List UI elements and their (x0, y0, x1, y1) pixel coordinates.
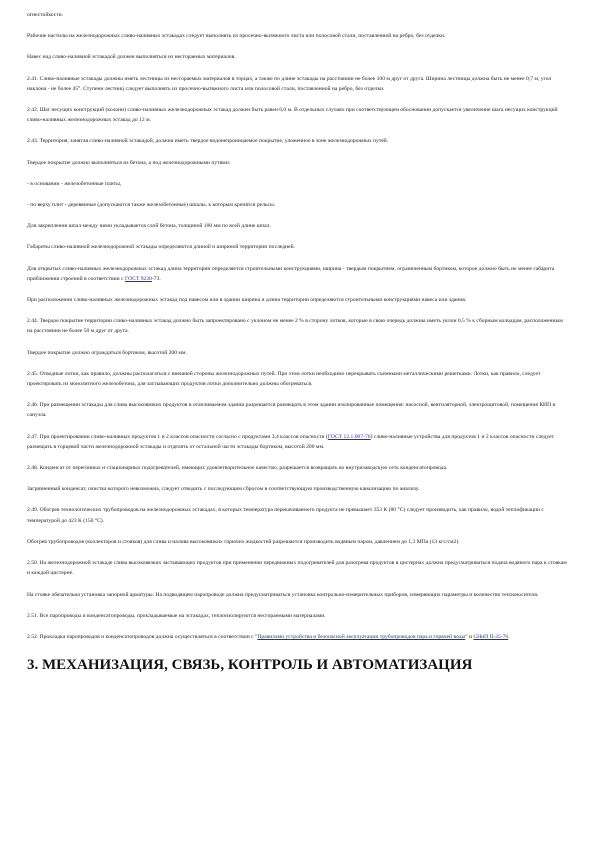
paragraph: 2.49. Обогрев технологических трубопроводов на железнодорожных эстакадах, в которых температура перекачиваемого продукта не превышает 353 К (80 °С) следует производить, как правило, водой теплофикации с температурой до 423 К (150 °С). (27, 507, 544, 524)
paragraph-text: 2.52. Прокладка паропроводов и конденсатопроводов должна осуществляться в соответствии с " (27, 633, 258, 640)
paragraph: 2.42. Шаг несущих конструкций (колонн) сливо-наливных железнодорожных эстакад должен быть равен 6,0 м. В отдельных случаях при соответствующем обосновании допускается увеличение шага несущих конструкций сливо-наливных железнодорожных эстакад до 12 м. (27, 107, 558, 124)
paragraph: 2.44. Твердое покрытие территории сливо-наливных эстакад должно быть запроектировано с уклоном не менее 2 % в сторону лотков, которые в свою очередь должны иметь уклон 0,5 % к сборным колодцам, расположенным на расстоянии не более 50 м друг от друга. (27, 318, 563, 335)
paragraph: Загрязненный конденсат, очистка которого невозможна, следует отводить с последующим сбросом в соответствующую производственную канализацию по анализу. (27, 486, 420, 493)
section-heading: 3. МЕХАНИЗАЦИЯ, СВЯЗЬ, КОНТРОЛЬ И АВТОМАТИЗАЦИЯ (27, 657, 473, 674)
document-page (27, 10, 569, 674)
reference-link[interactable]: ГОСТ 12.1.007-76 (327, 433, 371, 440)
paragraph-text: . (508, 633, 510, 640)
paragraph: огнестойкости. (27, 12, 64, 18)
paragraph: 2.46. При размещении эстакады для слива высоковязких продуктов в отапливаемом здании разрешается размещать в этом здании изолированные помещения: насосной, вентиляторной, электрощитовой, помещения КИП и санузла. (27, 402, 556, 419)
paragraph-text: 2.47. При проектировании сливо-наливных продуктов 1 и 2 классов опасности согласно с продуктами 3,4 классов опасности ( (27, 433, 328, 440)
paragraph-text: ) сливо-наливные устройства для продуктов 1 и 2 классов опасности следует размещать в торцевой части железнодорожной эстакады и отделять от остальной части эстакады бортиком, высотой 200 мм. (27, 433, 555, 450)
paragraph: Твердое покрытие должно ограждаться бортиком, высотой 200 мм. (27, 349, 187, 356)
paragraph: Обогрев трубопроводов (коллекторов и стояков) для слива и налива высоковязких горючих жидкостей разрешается производить водяным паром, давлением до 1,3 МПа (13 кгс/см2). (27, 538, 460, 545)
paragraph: На стояке обязательна установка запорной арматуры. На подводящем паропроводе должна предусматриваться установка контрольно-измерительных приборов, измеряющих параметры и количество теплоносителя. (27, 591, 539, 598)
paragraph: 2.45. Отводные лотки, как правило, должны располагаться с внешней стороны железнодорожных путей. При этом лотки необходимо перекрывать съемными металлическими решетками. Лотки, как правило, следует проектировать из монолитного железобетона, для застывающих продуктов лотки дополнительно должны обогреваться. (27, 370, 541, 388)
paragraph: 2.43. Территория, занятая сливо-наливной эстакадой, должна иметь твердое водонепроницаемое покрытие, уложенное в зоне железнодорожных путей. (27, 138, 389, 145)
paragraph (27, 264, 569, 284)
paragraph: Рабочие настилы на железнодорожных сливо-наливных эстакадах следует выполнять из просечно-вытяжного листа или полосовой стали, поставленной на ребро, без отделки. (27, 33, 446, 40)
paragraph-text: " и (465, 633, 474, 640)
paragraph: 2.41. Сливо-наливные эстакады должны иметь лестницы из несгораемых материалов в торцах, а также по длине эстакады на расстоянии не более 100 м друг от друга. Ширина лестницы должна быть не менее 0,7 м, угол наклона - не более 45°. Ступени лестниц следует выполнять из просечно-вытяжного листа или полосовой стали, поставленной на ребро, без отделки. (27, 75, 552, 92)
paragraph: 2.48. Конденсат от перегонных и стационарных подогревателей, имеющих удовлетворительное качество, разрешается возвращать во внутризаводскую сеть конденсатопровода. (27, 465, 448, 472)
paragraph: Габариты сливо-наливной железнодорожной эстакады определяются длиной и шириной территории последней. (27, 244, 295, 251)
document-body (27, 10, 569, 642)
paragraph (27, 432, 569, 452)
paragraph: Твердое покрытие должно выполняться из бетона, а под железнодорожными путями: (27, 159, 231, 166)
paragraph: Для закрепления шпал между ними укладывается слой бетона, толщиной 100 мм по всей длине шпал. (27, 223, 271, 230)
reference-link[interactable]: Правилами устройства и безопасной эксплуатации трубопроводов пара и горячей воды (257, 633, 466, 640)
paragraph: Навес над сливо-наливной эстакадой должен выполняться из несгораемых материалов. (27, 54, 236, 61)
reference-link[interactable]: ГОСТ 9238 (124, 275, 152, 282)
paragraph: При расположении сливо-наливных железнодорожных эстакад под навесом или в здании ширина и длина территории определяются строительными конструкциями навеса или здания. (27, 297, 467, 304)
paragraph: 2.51. Все паропроводы и конденсатопроводы, прокладываемые на эстакадах, теплоизолируются несгораемыми материалами. (27, 612, 326, 619)
paragraph (27, 632, 569, 642)
paragraph: - по верху плит - деревянные (допускаются также железобетонные) шпалы, к которым крепятся рельсы. (27, 202, 276, 209)
paragraph: - в основании - железобетонные плиты, (27, 180, 122, 187)
reference-link[interactable]: СНиП II-35-76 (473, 633, 509, 640)
paragraph-text: Для открытых сливо-наливных железнодорожных эстакад длина территории определяется строительными конструкциями, ширина - твердым покрытием, ограниченным бортиком, которое должно быть не менее габарита приближения строений в соответствии с (27, 265, 555, 282)
paragraph-text: -73. (151, 275, 161, 282)
paragraph: 2.50. На железнодорожной эстакаде слива высоковязких застывающих продуктов при применении передвижных подогревателей для разогрева продуктов в цистернах должна предусматриваться подача водяного пара к стоякам и каждой цистерне. (27, 560, 567, 577)
